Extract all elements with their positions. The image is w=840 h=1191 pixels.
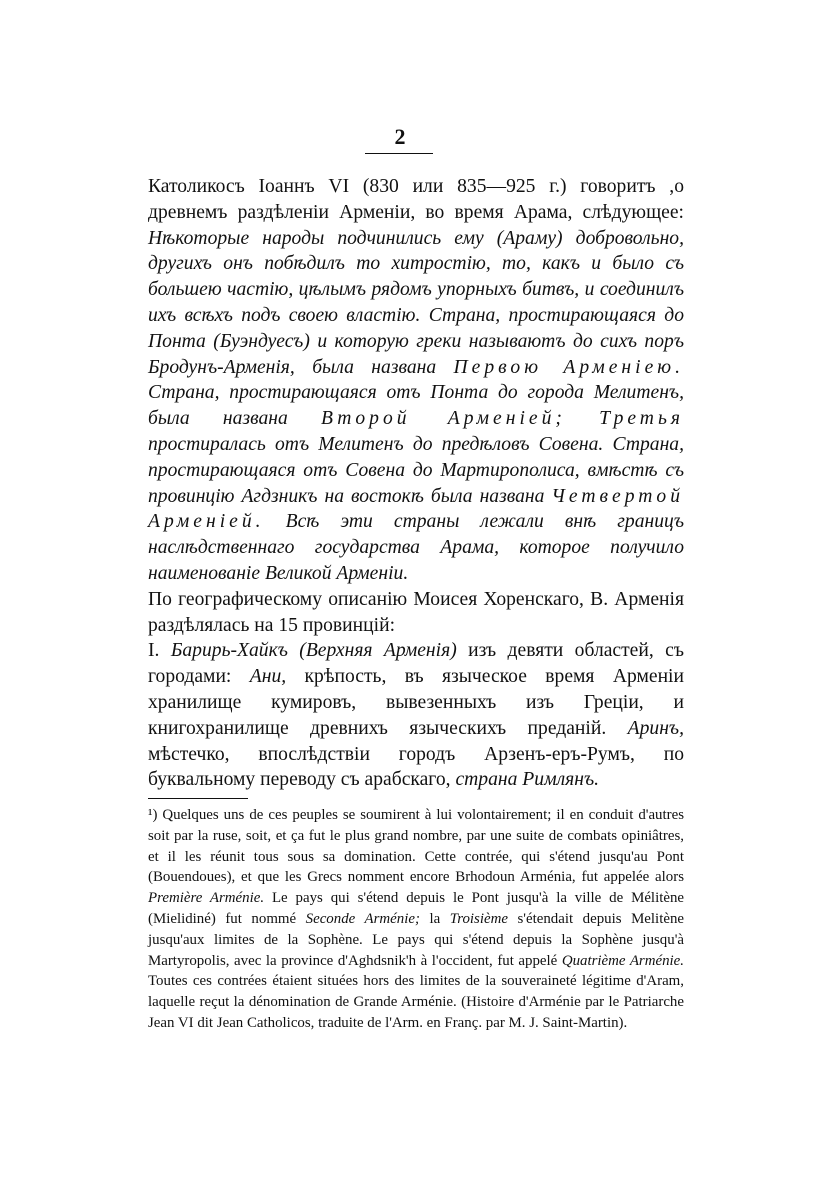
para1-quote-2: Страна, простирающаяся отъ Понта до города Мелитенъ, была названа: [148, 382, 684, 430]
footnote-premiere: Première Arménie.: [148, 890, 265, 907]
page-number-rule: [365, 153, 433, 154]
page-number: 2: [394, 124, 406, 149]
para3-city-ani: Ани,: [249, 666, 287, 688]
para1-quote: Нѣкоторые народы подчинились ему (Араму) добровольно, другихъ онъ побѣдилъ то хитростію, то, какъ и было съ большею частію, цѣлымъ рядомъ упорныхъ битвъ, и соединилъ ихъ всѣхъ подъ своею властію. Страна, простирающаяся до Понта (Буэндуесъ) и которую греки называютъ до сихъ поръ Бродунъ-Арменія, была названа: [148, 227, 684, 378]
para1-space: [566, 408, 599, 429]
footnote-part-e: la: [419, 910, 450, 927]
footnote-part-g: s'étendait depuis Melitène jusqu'aux limites de la Sophène. Le pays qui s'étend depuis la Sophène jusqu'à Martyropolis, avec la province d'Aghdsnik'h à l'occident, fut appelé: [148, 910, 684, 969]
footnote-quatrieme: Quatrième Arménie.: [561, 952, 684, 969]
paragraph-khorenatsi: [148, 587, 684, 639]
para1-quote-4: Всѣ эти страны лежали внѣ границъ наслѣдственнаго государства Арама, которое получило наименованіе Великой Арменіи.: [148, 511, 684, 584]
para3-numeral: I.: [148, 640, 171, 662]
para1-second-armenia: Второй Арменіей;: [321, 408, 566, 430]
para3-romans: страна Римлянъ.: [455, 769, 600, 791]
paragraph-catholicos: [148, 174, 684, 587]
footnote-seconde: Seconde Arménie;: [305, 910, 420, 927]
para1-third: Третья: [599, 408, 684, 430]
para3-text-1: изъ девяти областей, съ городами:: [148, 640, 684, 688]
para3-text-2: крѣпость, въ языческое время Арменіи хранилище кумировъ, вывезенныхъ изъ Греціи, и книгохранилище древнихъ языческихъ преданій.: [148, 666, 684, 739]
footnote-part-i: Toutes ces contrées étaient situées hors des limites de la souveraineté légitime d'Aram, laquelle reçut la dénomination de Grande Arménie. (Histoire d'Arménie par le Patriarche Jean VI dit Jean Catholicos, traduite de l'Arm. en Franç. par M. J. Saint-Martin).: [148, 973, 684, 1031]
para3-city-arin: Аринъ,: [627, 717, 684, 739]
main-text: [148, 174, 684, 793]
para1-intro: Католикосъ Іоаннъ VI (830 или 835—925 г.) говоритъ ,о древнемъ раздѣленіи Арменіи, во время Арама, слѣдующее:: [148, 176, 684, 223]
footnote: [148, 805, 684, 1034]
footnote-mark: ¹): [148, 807, 158, 823]
footnote-troisieme: Troisième: [449, 910, 508, 927]
footnote-rule: [148, 798, 248, 799]
para1-fourth-armenia: Четвертой Арменіей.: [148, 485, 684, 533]
para1-quote-3: простиралась отъ Мелитенъ до предѣловъ Совена. Страна, простирающаяся отъ Совена до Мартирополиса, вмѣстѣ съ провинцію Агдзникъ на востокѣ была названа: [148, 433, 684, 507]
para2-text: По географическому описанію Моисея Хоренскаго, В. Арменія раздѣлялась на 15 провинцій:: [148, 588, 684, 636]
footnote-part-a: Quelques uns de ces peuples se soumirent à lui volontairement; il en conduit d'autres soit par la ruse, soit, et ça fut le plus grand nombre, par une suite de combats opiniâtres, et il les réunit tous sous sa domination. Cette contrée, qui s'étend jusqu'au Pont (Bouendoues), et que les Grecs nomment encore Brhodoun Arménia, fut appelée alors: [148, 807, 684, 886]
paragraph-province-1: [148, 638, 684, 793]
para3-text-3: мѣстечко, впослѣдствіи городъ Арзенъ-еръ-Румъ, по буквальному переводу съ арабскаго,: [148, 743, 684, 791]
footnote-text: [148, 805, 684, 1034]
footnote-part-c: Le pays qui s'étend depuis le Pont jusqu'à la ville de Mélitène (Mielidiné) fut nommé: [148, 890, 685, 927]
para3-province-name: Барирь-Хайкъ (Верхняя Арменія): [170, 640, 457, 662]
para1-first-armenia: Первою Арменіею.: [453, 356, 684, 378]
